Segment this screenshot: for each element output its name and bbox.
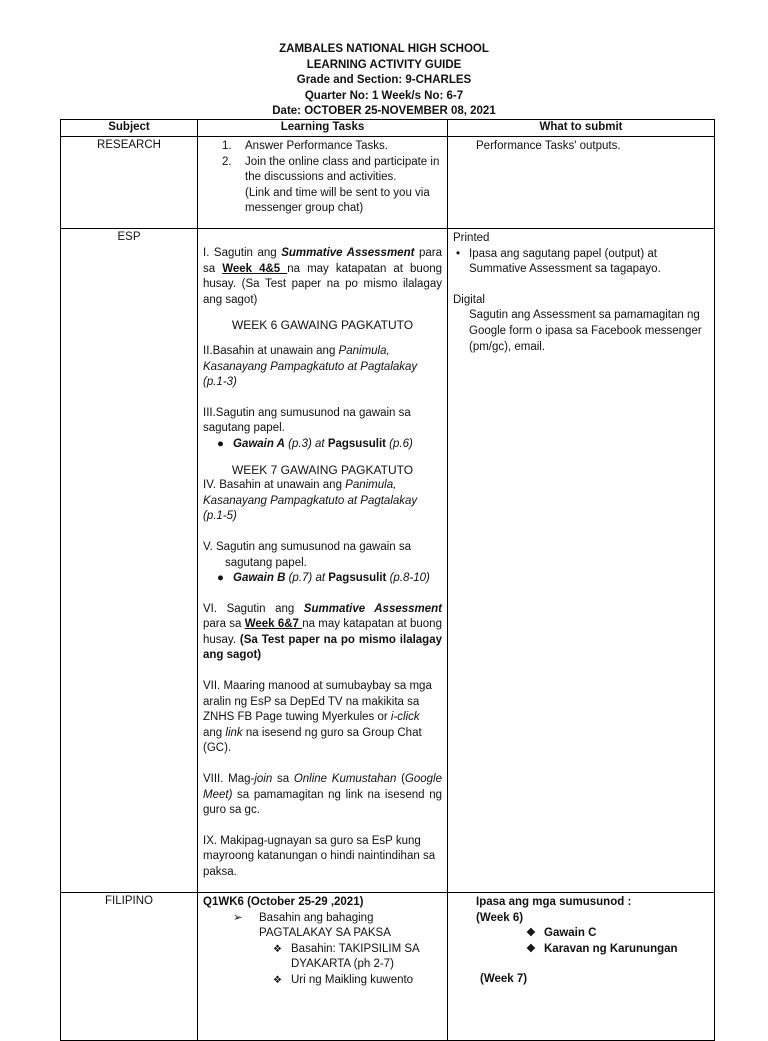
- submit-printed-item: • Ipasa ang sagutang papel (output) at Summative Assessment sa tagapayo.: [456, 247, 661, 276]
- submit-digital-label: Digital: [453, 293, 485, 306]
- esp-task-2: II.Basahin at unawain ang Panimula, Kasanayang Pampagkatuto at Pagtalakay (p.1-3): [203, 344, 418, 389]
- list-item: 1. Answer Performance Tasks.: [222, 140, 388, 152]
- filipino-sub-1: ❖ Basahin: TAKIPSILIM SA DYAKARTA (ph 2-7): [273, 942, 420, 971]
- week6-heading: WEEK 6 GAWAING PAGKATUTO: [231, 318, 414, 333]
- table-row-filipino: [61, 893, 715, 1041]
- document-header: [0, 42, 768, 120]
- filipino-submit-week6: (Week 6): [476, 911, 524, 924]
- research-submit: Performance Tasks' outputs.: [448, 137, 715, 229]
- table-row-esp: [61, 229, 715, 893]
- col-subject: Subject: [61, 120, 198, 137]
- filipino-submit-item: ❖ Karavan ng Karunungan: [476, 942, 709, 958]
- subject-filipino: FILIPINO: [61, 893, 198, 1041]
- diamond-bullet-icon: ❖: [273, 943, 282, 955]
- filipino-submit-week7: (Week 7): [480, 973, 528, 986]
- subject-research: RESEARCH: [61, 137, 198, 229]
- filipino-sub-2: ❖ Uri ng Maikling kuwento: [203, 973, 442, 989]
- document-title: LEARNING ACTIVITY GUIDE: [306, 58, 462, 71]
- week7-heading: WEEK 7 GAWAING PAGKATUTO: [231, 462, 414, 477]
- quarter-week: Quarter No: 1 Week/s No: 6-7: [304, 89, 464, 102]
- research-tasks: [198, 137, 448, 229]
- research-note: (Link and time will be sent to you via messenger group chat): [245, 186, 430, 215]
- activity-table: [60, 119, 715, 1041]
- diamond-bullet-icon: ❖: [526, 927, 536, 940]
- diamond-bullet-icon: ❖: [526, 942, 536, 955]
- col-learning-tasks: Learning Tasks: [198, 120, 448, 137]
- esp-task-1: I. Sagutin ang Summative Assessment para sa Week 4&5 na may katapatan at buong husay. (Sa Test paper na po mismo ilalagay ang sagot): [203, 247, 443, 306]
- filipino-submit-head: Ipasa ang mga sumusunod :: [476, 896, 632, 908]
- table-row-research: [61, 137, 715, 229]
- filipino-item-1: ➢ Basahin ang bahaging PAGTALAKAY SA PAKSA: [233, 911, 391, 940]
- filipino-tasks: [198, 893, 448, 1041]
- filipino-week-head: Q1WK6 (October 25-29 ,2021): [203, 896, 364, 908]
- esp-task-7: VII. Maaring manood at sumubaybay sa mga aralin ng EsP sa DepEd TV na makikita sa ZNHS FB Page tuwing Myerkules or i-click ang link na isesend ng guro sa Group Chat (GC).: [203, 680, 432, 755]
- esp-submit: [448, 229, 715, 893]
- diamond-bullet-icon: ❖: [273, 974, 282, 986]
- grade-section: Grade and Section: 9-CHARLES: [296, 74, 472, 87]
- filipino-submit: [448, 893, 715, 1041]
- esp-task-6: VI. Sagutin ang Summative Assessment para sa Week 6&7 na may katapatan at buong husay. (Sa Test paper na po mismo ilalagay ang sagot): [203, 602, 442, 662]
- esp-task-5-bullet: ● Gawain B (p.7) at Pagsusulit (p.8-10): [217, 572, 430, 585]
- col-what-to-submit: What to submit: [448, 120, 715, 137]
- date-range: Date: OCTOBER 25-NOVEMBER 08, 2021: [272, 105, 496, 118]
- esp-task-8: VIII. Mag-join sa Online Kumustahan (Google Meet) sa pamamagitan ng link na isesend ng guro sa gc.: [203, 773, 442, 817]
- submit-printed-label: Printed: [453, 232, 490, 244]
- esp-task-4: IV. Basahin at unawain ang Panimula, Kasanayang Pampagkatuto at Pagtalakay (p.1-5): [203, 479, 418, 523]
- esp-task-9: IX. Makipag-ugnayan sa guro sa EsP kung mayroong katanungan o hindi naintindihan sa paksa.: [203, 834, 436, 878]
- esp-tasks: [198, 229, 448, 893]
- school-name: ZAMBALES NATIONAL HIGH SCHOOL: [279, 43, 489, 55]
- filipino-submit-item: ❖ Gawain C: [476, 926, 709, 942]
- arrow-bullet-icon: ➢: [233, 911, 243, 924]
- list-item: 2. Join the online class and participate in the discussions and activities.: [222, 155, 440, 184]
- submit-digital-item: Sagutin ang Assessment sa pamamagitan ng Google form o ipasa sa Facebook messenger (pm/gc), email.: [469, 309, 702, 353]
- esp-task-3: III.Sagutin ang sumusunod na gawain sa sagutang papel.: [203, 406, 411, 435]
- esp-task-5-cont: sagutang papel.: [225, 556, 307, 569]
- esp-task-3-bullet: ● Gawain A (p.3) at Pagsusulit (p.6): [217, 437, 413, 450]
- subject-esp: ESP: [61, 229, 198, 893]
- table-header-row: [61, 120, 715, 137]
- esp-task-5: V. Sagutin ang sumusunod na gawain sa: [203, 540, 412, 553]
